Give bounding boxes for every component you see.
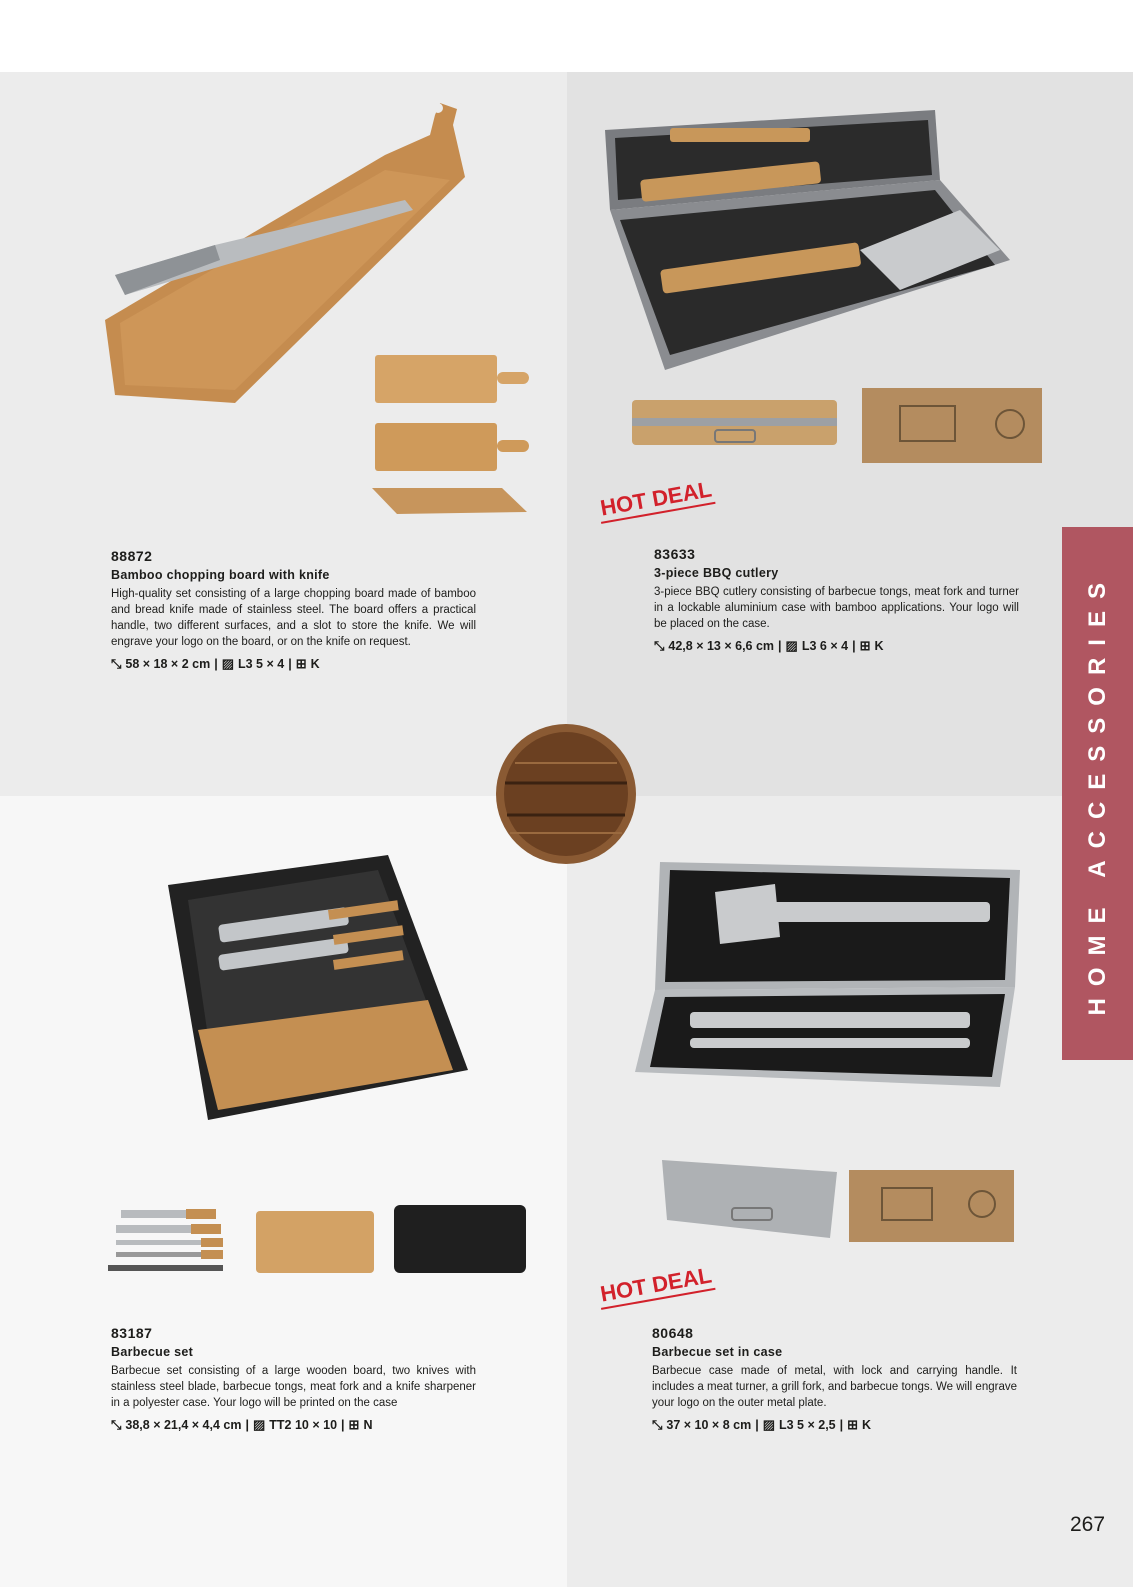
- product-print: TT2 10 × 10: [269, 1418, 338, 1432]
- separator: |: [341, 1418, 345, 1432]
- separator: |: [852, 639, 856, 653]
- packaging-icon: ⊞: [847, 1417, 859, 1432]
- product-description: Barbecue set consisting of a large wooden board, two knives with stainless steel blade, barbecue tongs, meat fork and a knife sharpener in a polyester case. Your logo will be printed on the case: [111, 1365, 476, 1409]
- section-tab-label: HOME ACCESSORIES: [1083, 571, 1111, 1016]
- separator: |: [288, 657, 292, 671]
- size-icon: ⤡: [111, 656, 122, 671]
- product-packaging: K: [874, 639, 884, 653]
- product-packaging: N: [363, 1418, 373, 1432]
- product-sku: 88872: [111, 548, 153, 564]
- separator: |: [755, 1418, 759, 1432]
- size-icon: ⤡: [111, 1417, 122, 1432]
- section-tab: [1062, 527, 1133, 1060]
- product-size: 38,8 × 21,4 × 4,4 cm: [125, 1418, 242, 1432]
- separator: |: [778, 639, 782, 653]
- product-sku: 83633: [654, 546, 696, 562]
- chopping-board-variants-image: [372, 352, 537, 522]
- product-description: High-quality set consisting of a large chopping board made of bamboo and bread knife made of stainless steel. The board offers a practical handle, two different surfaces, and a slot to store the knife. We will engrave your logo on the board, or on the knife on request.: [111, 588, 476, 648]
- product-print: L3 6 × 4: [801, 639, 849, 653]
- wood-texture-circle: [495, 723, 637, 865]
- page-number: 267: [1070, 1513, 1106, 1536]
- barbecue-case-closed-image: [662, 1160, 842, 1240]
- print-icon: ▨: [221, 656, 234, 671]
- product-specs: [111, 1417, 476, 1433]
- product-name: Bamboo chopping board with knife: [111, 568, 330, 582]
- print-icon: ▨: [252, 1417, 266, 1432]
- product-name: 3-piece BBQ cutlery: [654, 566, 779, 580]
- hot-deal-badge: HOT DEAL: [596, 1262, 716, 1310]
- product-print: L3 5 × 2,5: [779, 1418, 836, 1432]
- barbecue-case-open-image: [630, 862, 1030, 1102]
- product-83633: [654, 546, 1019, 654]
- packaging-icon: ⊞: [348, 1417, 360, 1432]
- packaging-icon: ⊞: [859, 638, 871, 653]
- product-sku: 83187: [111, 1325, 153, 1341]
- product-description: Barbecue case made of metal, with lock and carrying handle. It includes a meat turner, a grill fork, and barbecue tongs. We will engrave your logo on the outer metal plate.: [652, 1365, 1017, 1409]
- bbq-cutlery-case-image: [600, 80, 1015, 370]
- product-sku: 80648: [652, 1325, 694, 1341]
- bbq-case-closed-image: [630, 378, 840, 453]
- gift-box-image: [860, 386, 1045, 466]
- product-packaging: K: [862, 1418, 872, 1432]
- size-icon: ⤡: [654, 638, 665, 653]
- product-size: 42,8 × 13 × 6,6 cm: [668, 639, 775, 653]
- product-specs: [652, 1417, 1017, 1433]
- hot-deal-badge: HOT DEAL: [596, 476, 716, 524]
- barbecue-gift-box-image: [847, 1168, 1017, 1246]
- barbecue-set-components-image: [106, 1205, 536, 1280]
- product-specs: [111, 656, 476, 672]
- product-83187: [111, 1325, 476, 1433]
- separator: |: [214, 657, 218, 671]
- size-icon: ⤡: [652, 1417, 663, 1432]
- separator: |: [245, 1418, 249, 1432]
- product-size: 37 × 10 × 8 cm: [666, 1418, 752, 1432]
- product-print: L3 5 × 4: [238, 657, 285, 671]
- product-name: Barbecue set in case: [652, 1345, 783, 1359]
- product-88872: [111, 548, 476, 672]
- product-description: 3-piece BBQ cutlery consisting of barbecue tongs, meat fork and turner in a lockable aluminium case with bamboo applications. Your logo will be placed on the case.: [654, 586, 1019, 630]
- product-name: Barbecue set: [111, 1345, 194, 1359]
- print-icon: ▨: [785, 638, 798, 653]
- print-icon: ▨: [762, 1417, 775, 1432]
- product-80648: [652, 1325, 1017, 1433]
- product-packaging: K: [310, 657, 320, 671]
- separator: |: [839, 1418, 844, 1432]
- product-specs: [654, 638, 1019, 654]
- packaging-icon: ⊞: [295, 656, 307, 671]
- barbecue-set-image: [158, 855, 473, 1135]
- product-size: 58 × 18 × 2 cm: [125, 657, 211, 671]
